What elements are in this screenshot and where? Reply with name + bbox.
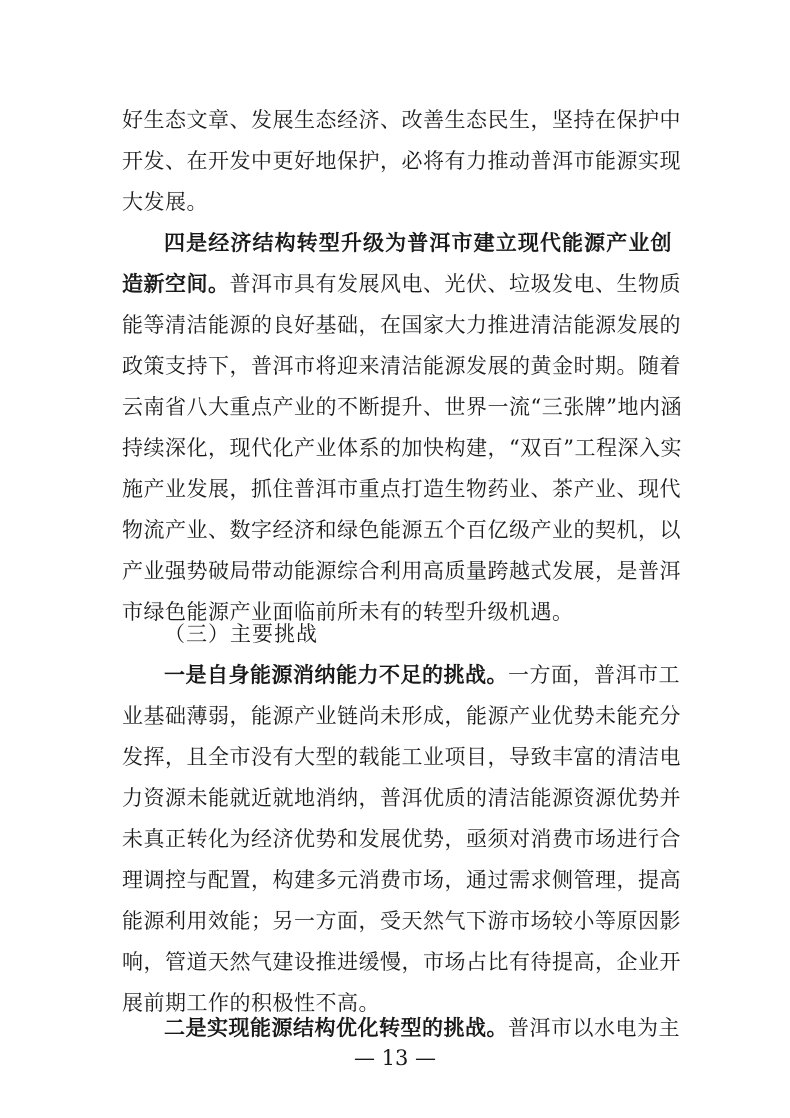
body-text-line: 理调控与配置，构建多元消费市场，通过需求侧管理，提高 <box>122 868 681 892</box>
body-text-line: 响，管道天然气建设推进缓慢，市场占比有待提高，企业开 <box>122 950 681 974</box>
body-text-line: 政策支持下，普洱市将迎来清洁能源发展的黄金时期。随着 <box>122 354 681 378</box>
paragraph-lead-bold: 一是自身能源消纳能力不足的挑战。 <box>164 662 508 687</box>
body-text-line <box>164 655 680 695</box>
body-text-line: 云南省八大重点产业的不断提升、世界一流“三张牌”地内涵 <box>122 395 682 419</box>
body-text-line: 能源利用效能；另一方面，受天然气下游市场较小等原因影 <box>122 909 681 933</box>
page-number: — 13 — <box>353 1046 437 1070</box>
section-heading: （三）主要挑战 <box>164 622 318 646</box>
body-text-line: 大发展。 <box>122 190 208 214</box>
body-text-line: 开发、在开发中更好地保护，必将有力推动普洱市能源实现 <box>122 149 681 173</box>
body-text-line: 施产业发展，抓住普洱市重点打造生物药业、茶产业、现代 <box>122 477 681 501</box>
body-text-line: 能等清洁能源的良好基础，在国家大力推进清洁能源发展的 <box>122 313 681 337</box>
paragraph-lead-bold: 四是经济结构转型升级为普洱市建立现代能源产业创 <box>164 230 672 255</box>
body-text-line: 力资源未能就近就地消纳，普洱优质的清洁能源资源优势并 <box>122 786 681 810</box>
body-text-span: 普洱市具有发展风电、光伏、垃圾发电、生物质 <box>229 272 681 296</box>
body-text-line: 物流产业、数字经济和绿色能源五个百亿级产业的契机，以 <box>122 518 681 542</box>
body-text-line: 展前期工作的积极性不高。 <box>122 991 380 1015</box>
body-text-line: 业基础薄弱，能源产业链尚未形成，能源产业优势未能充分 <box>122 704 681 728</box>
body-text-line: 市绿色能源产业面临前所未有的转型升级机遇。 <box>122 600 574 624</box>
paragraph-lead-bold: 造新空间。 <box>122 271 230 296</box>
body-text-line: 未真正转化为经济优势和发展优势，亟须对消费市场进行合 <box>122 827 681 851</box>
body-text-line: 持续深化，现代化产业体系的加快构建，“双百”工程深入实 <box>122 436 682 460</box>
body-text-span: 普洱市以水电为主 <box>508 1016 680 1040</box>
body-text-line: 发挥，且全市没有大型的载能工业项目，导致丰富的清洁电 <box>122 745 681 769</box>
paragraph-lead-bold: 二是实现能源结构优化转型的挑战。 <box>164 1015 508 1040</box>
body-text-line: 产业强势破局带动能源综合利用高质量跨越式发展，是普洱 <box>122 559 681 583</box>
body-text-line <box>122 264 681 304</box>
body-text-line: 好生态文章、发展生态经济、改善生态民生，坚持在保护中 <box>122 108 681 132</box>
body-text-span: 一方面，普洱市工 <box>508 663 680 687</box>
